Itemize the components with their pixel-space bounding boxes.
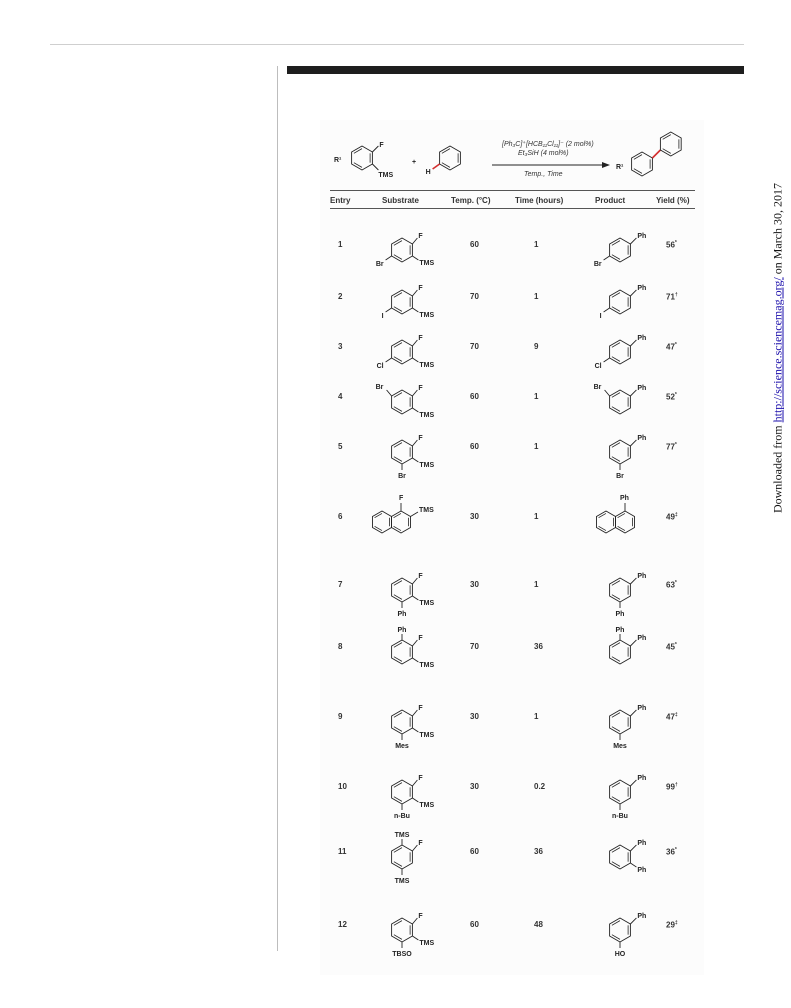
product-ph-label: Ph [637, 635, 647, 642]
header-time: Time (hours) [515, 196, 564, 205]
yield-footnote-mark: * [674, 847, 677, 853]
time-value: 1 [534, 580, 539, 589]
substrate-ring [392, 780, 413, 804]
yield-value: 99† [666, 782, 678, 792]
time-value: 0.2 [534, 782, 546, 791]
entry-number: 7 [338, 580, 343, 589]
tms-bond [372, 164, 378, 170]
temperature-value: 30 [470, 580, 479, 589]
yield-value: 36* [666, 847, 677, 857]
row-structures [320, 760, 704, 830]
ph-bond [630, 845, 636, 851]
entry-number: 5 [338, 442, 343, 451]
tms-bond [411, 512, 419, 517]
substrate-tms-label: TMS [419, 412, 435, 419]
yield-footnote-mark: ‡ [674, 712, 678, 718]
f-bond [412, 918, 417, 924]
ph-bond [630, 710, 636, 716]
time-value: 36 [534, 642, 543, 651]
substituent-bond [387, 390, 392, 396]
entry-number: 6 [338, 512, 343, 521]
substrate-ring [392, 440, 413, 464]
temperature-value: 30 [470, 712, 479, 721]
download-watermark [771, 183, 786, 513]
substrate-tms-label: TMS [419, 802, 435, 809]
substrate-f-label: F [418, 233, 423, 240]
f-bond [412, 390, 417, 396]
substrate-tms-label: TMS [419, 462, 435, 469]
substrate-tms-label: TMS [419, 362, 435, 369]
product-ring [610, 578, 631, 602]
figure-header-bar [287, 66, 744, 74]
product-substituent-label: Br [593, 384, 602, 391]
time-value: 1 [534, 392, 539, 401]
row-structures [320, 898, 704, 968]
yield-footnote-mark: * [674, 642, 677, 648]
yield-value: 52* [666, 392, 677, 402]
product-ring [610, 238, 631, 262]
substrate-f-label: F [418, 335, 423, 342]
substrate-ring [392, 845, 413, 869]
product-ph-label: Ph [637, 775, 647, 782]
product-ph-label: Ph [637, 435, 647, 442]
naphthalene-ring-a [372, 511, 391, 533]
entry-number: 2 [338, 292, 343, 301]
row-structures [320, 558, 704, 628]
substrate-f-label: F [418, 913, 423, 920]
tms-bond [412, 658, 418, 662]
time-value: 9 [534, 342, 539, 351]
naphthalene-ring-b [391, 511, 410, 533]
header-entry: Entry [330, 196, 351, 205]
substrate-f-label: F [418, 775, 423, 782]
product-substituent-bond [604, 358, 610, 362]
substrate-substituent-label: Br [375, 261, 384, 268]
time-value: 36 [534, 847, 543, 856]
substrate-tms-label: TMS [419, 507, 434, 514]
product-ring [610, 845, 631, 869]
substrate-f-label: F [418, 635, 423, 642]
substituent-bond [386, 358, 392, 362]
yield-value: 56* [666, 240, 677, 250]
substrate-ring [392, 238, 413, 262]
product-ph-label: Ph [620, 495, 629, 502]
substrate-ring [392, 640, 413, 664]
substrate-tms-label: TMS [419, 260, 435, 267]
time-value: 1 [534, 512, 539, 521]
temperature-value: 30 [470, 512, 479, 521]
row-structures [320, 620, 704, 690]
ph-bond [630, 578, 636, 584]
substrate-substituent-label: Ph [397, 627, 407, 634]
product-substituent-label: Br [616, 473, 624, 480]
reactant-aryl-ring [352, 146, 373, 170]
yield-footnote-mark: * [674, 342, 677, 348]
temp-time-conditions: Temp., Time [524, 171, 563, 178]
tms-bond [412, 798, 418, 802]
f-bond [412, 640, 417, 646]
product-naphthalene-ring-a [596, 511, 615, 533]
product-ph-label: Ph [637, 233, 647, 240]
substrate-tms-label: TMS [419, 662, 435, 669]
substrate-tms-label: TMS [419, 732, 435, 739]
product-ph-label: Ph [637, 840, 647, 847]
silane-conditions: Et₃SiH (4 mol%) [518, 150, 569, 157]
entry-number: 4 [338, 392, 343, 401]
yield-value: 45* [666, 642, 677, 652]
product-phenyl-ring [660, 132, 681, 156]
substrate-substituent-label: Br [398, 473, 406, 480]
product-substituent-label: Ph [615, 611, 625, 618]
ph-bond [630, 390, 636, 396]
ph-bond [630, 238, 636, 244]
entry-number: 1 [338, 240, 343, 249]
tms-bond [412, 308, 418, 312]
product-ring [610, 710, 631, 734]
product-aryl-ring [632, 152, 653, 176]
substrate-f-label: F [418, 435, 423, 442]
product-ph-label: Ph [637, 335, 647, 342]
substrate-f-label: F [418, 385, 423, 392]
catalyst-conditions: [Ph₃C]⁺[HCB₁₁Cl₁₁]⁻ (2 mol%) [502, 141, 594, 148]
yield-footnote-mark: † [674, 292, 678, 298]
tms-bond [412, 936, 418, 940]
reaction-arrow-head [602, 162, 610, 168]
arene-h-bond [433, 164, 440, 169]
ph-bond [630, 440, 636, 446]
product-ph-label: Ph [637, 285, 647, 292]
temperature-value: 30 [470, 782, 479, 791]
yield-value: 77* [666, 442, 677, 452]
substrate-substituent-label: Ph [397, 611, 407, 618]
header-temp: Temp. (°C) [451, 196, 491, 205]
reaction-scheme [320, 120, 704, 200]
temperature-value: 60 [470, 240, 479, 249]
product-ring [610, 340, 631, 364]
product-second-ph-label: Ph [637, 867, 647, 874]
product-substituent-label: Mes [613, 743, 627, 750]
f-bond [412, 238, 417, 244]
product-substituent-label: Cl [594, 363, 602, 370]
time-value: 48 [534, 920, 543, 929]
yield-footnote-mark: * [674, 580, 677, 586]
tms-bond [412, 256, 418, 260]
temperature-value: 60 [470, 847, 479, 856]
time-value: 1 [534, 712, 539, 721]
product-substituent-bond [604, 256, 610, 260]
substrate-tms-top-label: TMS [394, 832, 410, 839]
header-product: Product [595, 196, 626, 205]
substrate-f-label: F [418, 840, 423, 847]
row-structures [320, 690, 704, 760]
product-substituent-label: n-Bu [612, 813, 628, 820]
temperature-value: 60 [470, 920, 479, 929]
yield-footnote-mark: ‡ [674, 512, 678, 518]
tms-bond [412, 458, 418, 462]
watermark-link[interactable]: http://science.sciencemag.org/ [770, 277, 785, 423]
substrate-ring [392, 290, 413, 314]
reactant-tms-label: TMS [378, 172, 394, 179]
temperature-value: 70 [470, 342, 479, 351]
yield-value: 47* [666, 342, 677, 352]
ph-bond [630, 640, 636, 646]
substrate-substituent-label: Cl [376, 363, 384, 370]
substrate-tms-label: TMS [419, 312, 435, 319]
arene-ring [440, 146, 461, 170]
substituent-bond [386, 256, 392, 260]
product-substituent-label: Ph [615, 627, 625, 634]
product-substituent-label: Br [593, 261, 602, 268]
time-value: 1 [534, 240, 539, 249]
row-structures [320, 825, 704, 895]
product-substituent-label: HO [614, 951, 626, 958]
ph-bond [630, 340, 636, 346]
yield-footnote-mark: * [674, 240, 677, 246]
header-substrate: Substrate [382, 196, 419, 205]
yield-value: 29‡ [666, 920, 678, 930]
substrate-ring [392, 390, 413, 414]
page-top-rule [50, 44, 744, 45]
substituent-bond [386, 308, 392, 312]
row-structures [320, 490, 704, 560]
entry-number: 3 [338, 342, 343, 351]
product-r1-label: R¹ [616, 164, 624, 171]
product-ph-label: Ph [637, 705, 647, 712]
tms-bond [412, 408, 418, 412]
substrate-substituent-label: Mes [395, 743, 409, 750]
yield-footnote-mark: ‡ [674, 920, 678, 926]
yield-value: 49‡ [666, 512, 678, 522]
reaction-table-figure [320, 120, 704, 975]
yield-value: 71† [666, 292, 678, 302]
temperature-value: 60 [470, 392, 479, 401]
substrate-substituent-label: TBSO [392, 951, 412, 958]
entry-number: 10 [338, 782, 347, 791]
yield-footnote-mark: † [674, 782, 678, 788]
substrate-ring [392, 578, 413, 602]
header-bottom-rule [330, 208, 695, 209]
product-substituent-bond [604, 308, 610, 312]
product-ring [610, 440, 631, 464]
substrate-tms-bottom-label: TMS [394, 878, 410, 885]
temperature-value: 60 [470, 442, 479, 451]
yield-footnote-mark: * [674, 442, 677, 448]
product-ring [610, 390, 631, 414]
substrate-ring [392, 918, 413, 942]
tms-bond [412, 728, 418, 732]
ph-bond [630, 290, 636, 296]
reactant-r1-label: R¹ [334, 157, 342, 164]
product-ring [610, 918, 631, 942]
substrate-tms-label: TMS [419, 940, 435, 947]
time-value: 1 [534, 442, 539, 451]
f-bond [412, 780, 417, 786]
tms-bond [412, 358, 418, 362]
product-substituent-label: I [599, 313, 602, 320]
temperature-value: 70 [470, 292, 479, 301]
f-bond [412, 845, 417, 851]
product-ring [610, 640, 631, 664]
reactant-f-label: F [379, 142, 384, 149]
substrate-tms-label: TMS [419, 600, 435, 607]
substrate-ring [392, 340, 413, 364]
f-bond [412, 290, 417, 296]
substrate-f-label: F [399, 495, 404, 502]
watermark-suffix: on March 30, 2017 [770, 182, 785, 278]
product-ph-label: Ph [637, 385, 647, 392]
product-ph-label: Ph [637, 913, 647, 920]
f-bond [412, 340, 417, 346]
plus-sign: + [412, 159, 417, 166]
substrate-ring [392, 710, 413, 734]
product-ph-label: Ph [637, 573, 647, 580]
f-bond [412, 710, 417, 716]
arene-h-label: H [425, 169, 431, 176]
product-substituent-bond [605, 390, 610, 396]
substrate-substituent-label: I [381, 313, 384, 320]
substrate-f-label: F [418, 705, 423, 712]
row-structures [320, 420, 704, 490]
entry-number: 9 [338, 712, 343, 721]
header-yield: Yield (%) [656, 196, 690, 205]
entry-number: 11 [338, 847, 347, 856]
yield-footnote-mark: * [674, 392, 677, 398]
watermark-prefix: Downloaded from [770, 422, 785, 514]
ph-second-bond [630, 863, 636, 867]
substrate-substituent-label: n-Bu [394, 813, 410, 820]
substrate-f-label: F [418, 573, 423, 580]
entry-number: 12 [338, 920, 347, 929]
temperature-value: 70 [470, 642, 479, 651]
product-biaryl-bond [652, 150, 660, 158]
substrate-substituent-label: Br [375, 384, 384, 391]
product-ring [610, 290, 631, 314]
substrate-f-label: F [418, 285, 423, 292]
ph-bond [630, 918, 636, 924]
product-naphthalene-ring-b [615, 511, 634, 533]
f-bond [372, 146, 378, 152]
yield-value: 63* [666, 580, 677, 590]
f-bond [412, 440, 417, 446]
f-bond [412, 578, 417, 584]
ph-bond [630, 780, 636, 786]
tms-bond [412, 596, 418, 600]
time-value: 1 [534, 292, 539, 301]
yield-value: 47‡ [666, 712, 678, 722]
table-top-rule [330, 190, 695, 191]
product-ring [610, 780, 631, 804]
entry-number: 8 [338, 642, 343, 651]
column-divider [277, 66, 278, 951]
